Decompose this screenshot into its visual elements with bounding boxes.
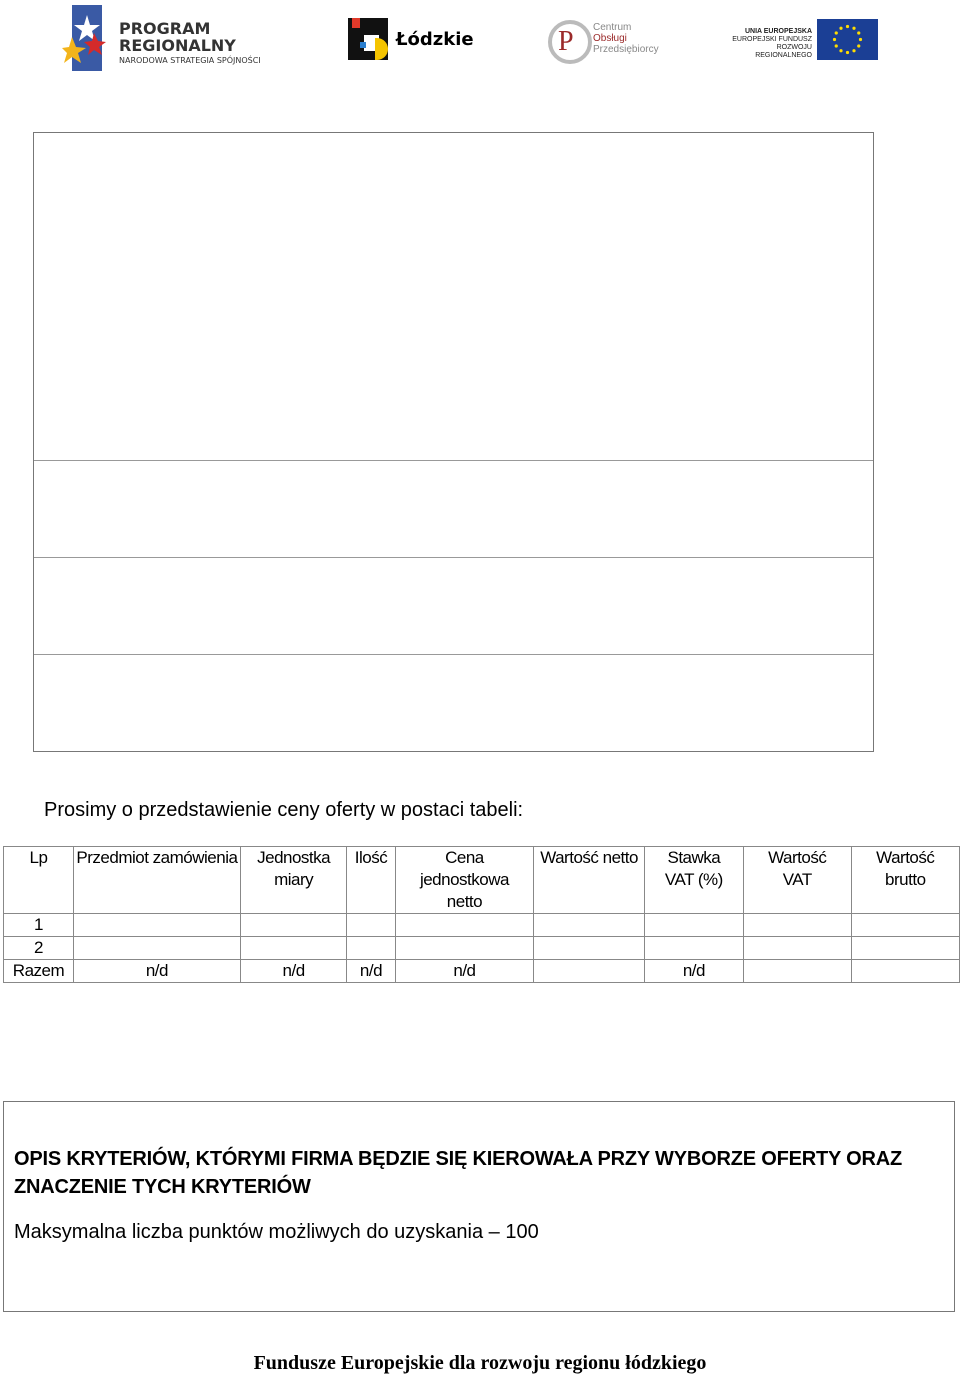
table-total-row	[4, 960, 960, 983]
criteria-box	[3, 1101, 955, 1312]
table-cell: n/d	[644, 960, 743, 983]
table-cell[interactable]	[851, 914, 959, 937]
program-title: PROGRAM REGIONALNY	[119, 19, 236, 55]
header-cell: Stawka VAT (%)	[644, 847, 743, 914]
table-cell[interactable]	[73, 914, 240, 937]
program-subtitle: NARODOWA STRATEGIA SPÓJNOŚCI	[119, 56, 261, 65]
lodzkie-logo	[348, 18, 474, 62]
eu-star-icon	[859, 38, 862, 41]
table-cell: n/d	[347, 960, 395, 983]
table-cell[interactable]	[347, 937, 395, 960]
cop-logo: P Centrum Obsługi Przedsiębiorcy	[548, 18, 658, 64]
eu-star-icon	[852, 27, 855, 30]
eu-star-icon	[839, 49, 842, 52]
table-cell[interactable]	[534, 960, 645, 983]
eu-star-icon	[846, 25, 849, 28]
table-cell: Razem	[4, 960, 74, 983]
table-cell[interactable]	[73, 937, 240, 960]
header-cell: Wartość VAT	[743, 847, 851, 914]
table-cell[interactable]	[347, 914, 395, 937]
intro-text: Prosimy o przedstawienie ceny oferty w postaci tabeli:	[44, 799, 524, 821]
table-cell[interactable]	[644, 914, 743, 937]
table-cell[interactable]	[240, 937, 346, 960]
header-cell: Ilość	[347, 847, 395, 914]
table-cell: 2	[4, 937, 74, 960]
table-cell[interactable]	[851, 960, 959, 983]
table-header-row	[4, 847, 960, 914]
table-cell[interactable]	[534, 914, 645, 937]
header-cell: Przedmiot zamówienia	[73, 847, 240, 914]
criteria-max-points: Maksymalna liczba punktów możliwych do uzyskania – 100	[14, 1221, 539, 1243]
eu-star-icon	[833, 38, 836, 41]
empty-content-box	[33, 132, 874, 752]
price-table	[3, 846, 960, 983]
table-cell[interactable]	[851, 937, 959, 960]
eu-star-icon	[835, 31, 838, 34]
footer-text: Fundusze Europejskie dla rozwoju regionu łódzkiego	[253, 1352, 707, 1374]
eu-star-icon	[839, 27, 842, 30]
eu-logo: UNIA EUROPEJSKA EUROPEJSKI FUNDUSZ ROZWOJU REGIONALNEGO	[720, 19, 880, 61]
eu-star-icon	[846, 51, 849, 54]
table-cell: n/d	[73, 960, 240, 983]
program-regionalny-logo	[62, 5, 272, 71]
table-cell: 1	[4, 914, 74, 937]
table-row	[4, 937, 960, 960]
eu-star-icon	[835, 44, 838, 47]
table-cell[interactable]	[743, 960, 851, 983]
table-row	[4, 914, 960, 937]
header-cell: Jednostka miary	[240, 847, 346, 914]
table-cell[interactable]	[743, 914, 851, 937]
header-cell: Cena jednostkowa netto	[395, 847, 534, 914]
eu-flag-icon	[817, 19, 878, 60]
eu-star-icon	[857, 44, 860, 47]
table-cell[interactable]	[743, 937, 851, 960]
eu-star-icon	[852, 49, 855, 52]
criteria-title: OPIS KRYTERIÓW, KTÓRYMI FIRMA BĘDZIE SIĘ KIEROWAŁA PRZY WYBORZE OFERTY ORAZ ZNACZENIE TYCH KRYTERIÓW	[14, 1148, 902, 1198]
table-cell[interactable]	[395, 937, 534, 960]
table-cell[interactable]	[534, 937, 645, 960]
table-cell: n/d	[240, 960, 346, 983]
header-cell: Lp	[4, 847, 74, 914]
table-cell: n/d	[395, 960, 534, 983]
program-star-icon	[62, 5, 106, 71]
table-cell[interactable]	[395, 914, 534, 937]
table-cell[interactable]	[240, 914, 346, 937]
table-cell[interactable]	[644, 937, 743, 960]
lodzkie-text: Łódzkie	[396, 29, 474, 50]
header-cell: Wartość netto	[534, 847, 645, 914]
header-cell: Wartość brutto	[851, 847, 959, 914]
eu-star-icon	[857, 31, 860, 34]
